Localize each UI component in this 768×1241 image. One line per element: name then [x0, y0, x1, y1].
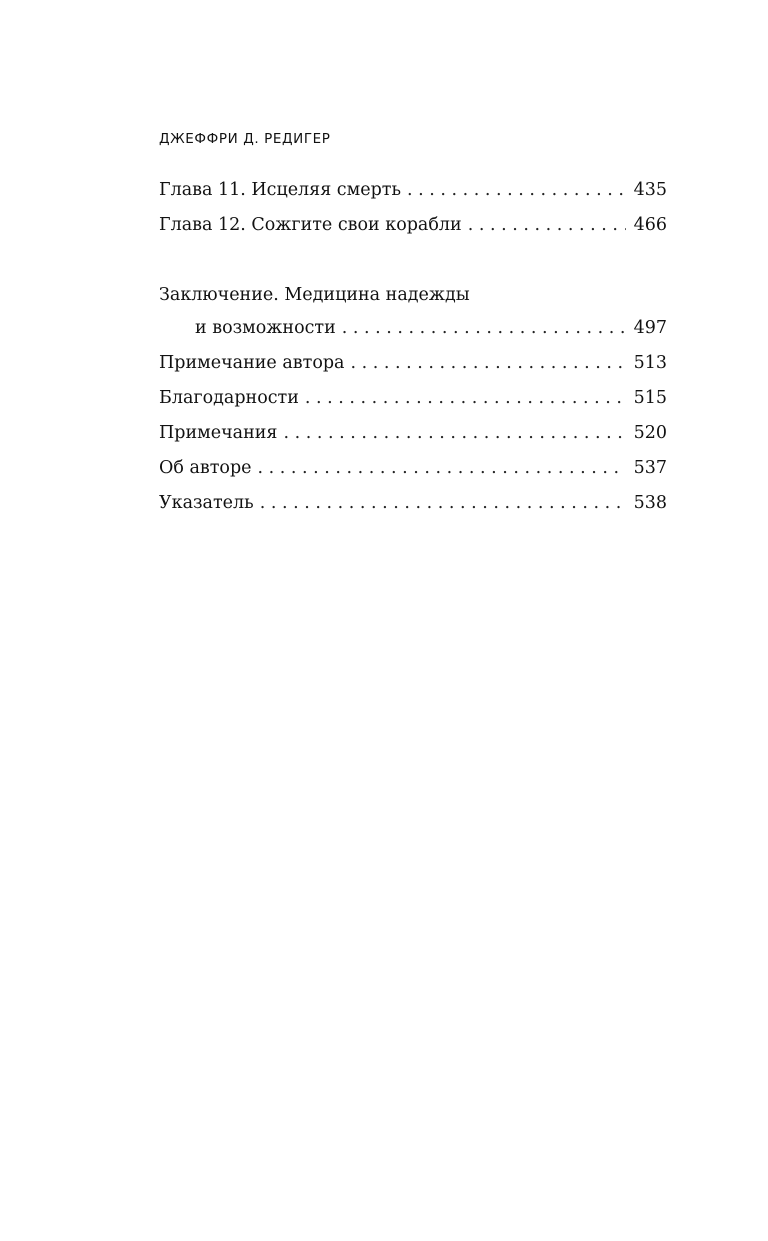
toc-entry-page: 497: [633, 318, 667, 338]
toc-entry-page: 466: [633, 215, 667, 235]
toc-entry-page: 515: [633, 388, 667, 408]
toc-entry[interactable]: [159, 486, 667, 521]
dot-leader: [305, 381, 626, 416]
toc-entry-title-line1[interactable]: Заключение. Медицина надежды: [159, 285, 470, 305]
dot-leader: [258, 451, 626, 486]
dot-leader: [283, 416, 625, 451]
dot-leader: [351, 346, 626, 381]
toc-entry[interactable]: [159, 346, 667, 381]
running-head: ДЖЕФФРИ Д. РЕДИГЕР: [159, 131, 331, 147]
toc-entry-page: 538: [633, 493, 667, 513]
toc-entry-title: Об авторе: [159, 458, 252, 478]
section-spacer: [159, 243, 667, 278]
toc-entry-title: Благодарности: [159, 388, 299, 408]
toc-entry[interactable]: [159, 173, 667, 208]
toc-entry-title: Глава 11. Исцеляя смерть: [159, 180, 401, 200]
toc-entry[interactable]: [159, 311, 667, 346]
dot-leader: [260, 486, 626, 521]
toc-entry-page: 520: [633, 423, 667, 443]
table-of-contents: [159, 173, 667, 521]
toc-entry-title: Примечание автора: [159, 353, 345, 373]
toc-entry-title: Указатель: [159, 493, 254, 513]
dot-leader: [342, 311, 626, 346]
dot-leader: [468, 208, 626, 243]
toc-entry-page: 435: [633, 180, 667, 200]
toc-entry[interactable]: [159, 416, 667, 451]
toc-entry[interactable]: [159, 451, 667, 486]
toc-entry-title: Примечания: [159, 423, 278, 443]
toc-entry[interactable]: [159, 381, 667, 416]
dot-leader: [407, 173, 626, 208]
toc-entry-title-line2: и возможности: [195, 318, 336, 338]
toc-entry[interactable]: [159, 208, 667, 243]
toc-entry-title: Глава 12. Сожгите свои корабли: [159, 215, 462, 235]
toc-entry-page: 537: [633, 458, 667, 478]
toc-entry-page: 513: [633, 353, 667, 373]
